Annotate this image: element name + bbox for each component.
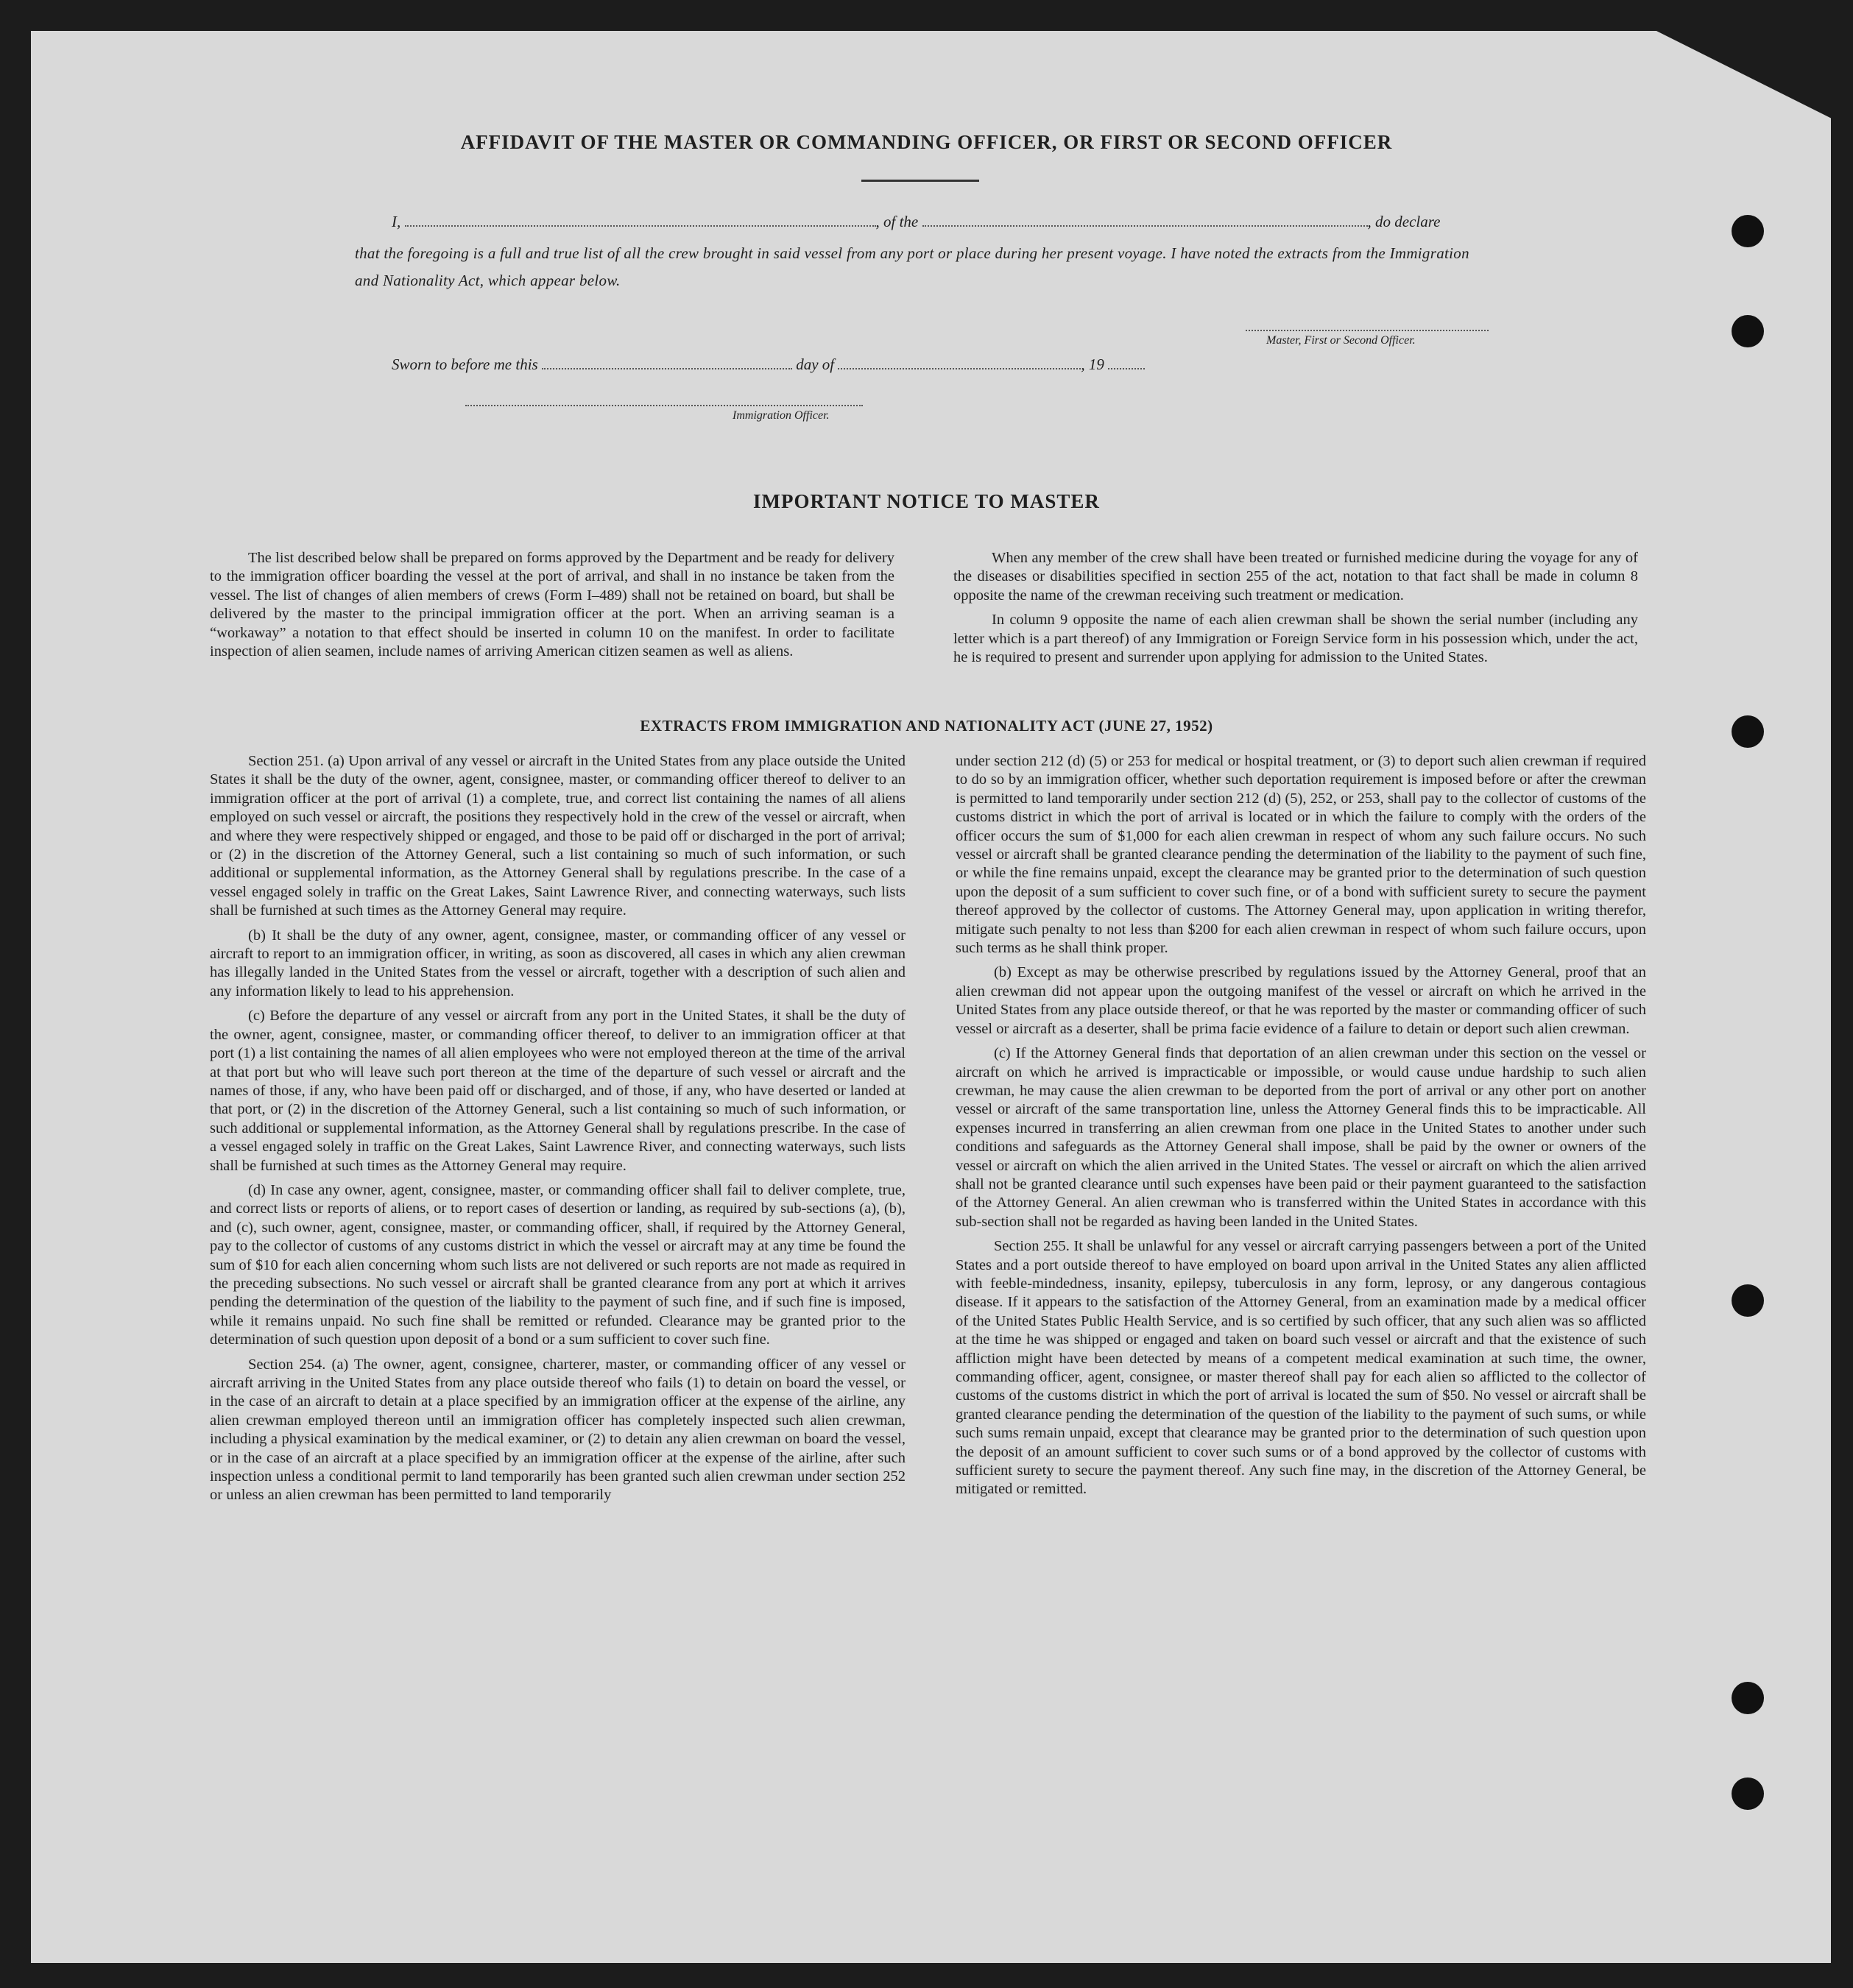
extract-paragraph: (b) Except as may be otherwise prescribed by regulations issued by the Attorney General, proof that an alien crewman did not appear upon the outgoing manifest of the vessel or aircraft on which he arrived in the United States from any place outside thereof, or that he was reported by the master or commanding officer of such vessel or aircraft as a deserter, shall be prima facie evidence of a failure to detain or deport such alien crewman. [956,964,1646,1037]
sworn-day-blank[interactable] [542,355,792,369]
notice-left-column [210,549,894,667]
declarant-line [392,212,1440,231]
year-label: , 19 [1081,355,1104,373]
notice-paragraph: In column 9 opposite the name of each alien crewman shall be shown the serial number (including any letter which is a part thereof) of any Immigration or Foreign Service form in his possession which, under the act, he is required to present and surrender upon applying for admission to the United States. [953,612,1638,666]
extract-paragraph: (c) If the Attorney General finds that deportation of an alien crewman under this section on the vessel or aircraft on which he arrived is impracticable or impossible, or would cause undue hardship to such alien crewman, he may cause the alien crewman to be deported from the port of arrival or any other port on another vessel or aircraft of the same transportation line, unless the Attorney General finds this to be impracticable. All expenses incurred in transferring an alien crewman from one place in the United States to another under such conditions and safeguards as the Attorney General shall impose, shall be paid by the owner or owners of the vessel or aircraft on which the alien arrived in the United States. The vessel or aircraft on which the alien arrived shall not be granted clearance until such expenses have been paid or their payment guaranteed to the satisfaction of the Attorney General. An alien crewman who is transferred within the United States in accordance with this sub-section shall not be regarded as having been landed in the United States. [956,1045,1646,1230]
binder-hole [1732,215,1764,247]
officer-signature-caption: Immigration Officer. [733,409,830,422]
master-signature-line[interactable] [1246,330,1489,331]
notice-right-column [953,549,1638,673]
do-declare-label: , do declare [1367,213,1441,230]
sworn-year-blank[interactable] [1108,355,1145,369]
of-the-label: , of the [875,213,919,230]
extracts-left-column [210,752,906,1511]
binder-hole [1732,1777,1764,1810]
affidavit-statement: that the foregoing is a full and true list of all the crew brought in said vessel from any port or place during her present voyage. I have noted the extracts from the Immigration and Nationality Act, which appear below. [355,244,1469,289]
notice-paragraph: When any member of the crew shall have been treated or furnished medicine during the voyage for any of the diseases or disabilities specified in section 255 of the act, notation to that fact shall be made in column 8 opposite the name of the crewman receiving such treatment or medication. [953,550,1638,604]
officer-signature-line[interactable] [465,405,863,406]
vessel-blank[interactable] [922,212,1368,227]
sworn-month-blank[interactable] [838,355,1081,369]
extract-paragraph: Section 251. (a) Upon arrival of any vessel or aircraft in the United States from any place outside the United States it shall be the duty of the owner, agent, consignee, master, or commanding officer thereof to deliver to an immigration officer at the port of arrival (1) a complete, true, and correct list containing the names of all aliens employed on such vessel or aircraft, the positions they respectively hold in the crew of the vessel or aircraft, when and where they were respectively shipped or engaged, and those to be paid off or discharged in the port of arrival; or (2) in the discretion of the Attorney General, such a list containing so much of such information, or such additional or supplemental information, as the Attorney General shall by regulations prescribe. In the case of a vessel engaged solely in traffic on the Great Lakes, Saint Lawrence River, and connecting waterways, such lists shall be furnished at such times as the Attorney General may require. [210,753,906,919]
extract-paragraph: (c) Before the departure of any vessel or aircraft from any port in the United States, it shall be the duty of the owner, agent, consignee, master, or commanding officer thereof, to deliver to an immigration officer at that port (1) a list containing the names of all alien employees who were not employed thereon at the time of the arrival at that port but who will leave such port thereon at the time of the departure of such vessel or aircraft and the names of those, if any, who have been paid off or discharged, and of those, if any, who have deserted or landed at that port, or (2) in the discretion of the Attorney General, such a list containing so much of such information, or such additional or supplemental information, as the Attorney General shall by regulations prescribe. In the case of a vessel engaged solely in traffic on the Great Lakes, Saint Lawrence River, and connecting waterways, such lists shall be furnished at such times as the Attorney General may require. [210,1008,906,1174]
name-blank[interactable] [405,212,876,227]
notice-paragraph: The list described below shall be prepared on forms approved by the Department and be ready for delivery to the immigration officer boarding the vessel at the port of arrival, and shall in no instance be taken from the vessel. The list of changes of alien members of crews (Form I–489) shall not be retained on board, but shall be delivered by the master to the principal immigration officer at the port. When an arriving seaman is a “workaway” a notation to that effect should be inserted in column 10 on the manifest. In order to facilitate inspection of alien seamen, include names of arriving American citizen seamen as well as aliens. [210,550,894,660]
extract-paragraph: under section 212 (d) (5) or 253 for medical or hospital treatment, or (3) to deport such alien crewman if required to do so by an immigration officer, whether such deportation requirement is imposed before or after the crewman is permitted to land temporarily under section 212 (d) (5), 252, or 253, shall pay to the collector of customs of the customs district in which the port of arrival is located or in which the failure to comply with the orders of the officer occurs the sum of $1,000 for each alien crewman in respect of whom any such failure occurs. No such vessel or aircraft shall be granted clearance pending the determination of the liability to the payment of such fine, or while the fine remains unpaid, except the clearance may be granted prior to the determination of such question upon the deposit of a sum sufficient to cover such fine, or of a bond with sufficient surety to secure the payment thereof approved by the collector of customs. The Attorney General may, upon application in writing therefor, mitigate such penalty to not less than $200 for each alien crewman in respect of whom such failure occurs, upon such terms as he shall think proper. [956,753,1646,957]
declarant-prefix: I, [392,213,401,230]
sworn-label: Sworn to before me this [392,355,538,373]
extract-paragraph: (d) In case any owner, agent, consignee, master, or commanding officer shall fail to deliver complete, true, and correct lists or reports of aliens, or to report cases of desertion or landing, as required by sub-sections (a), (b), and (c), such owner, agent, consignee, master, or commanding officer, shall, if required by the Attorney General, pay to the collector of customs of any customs district in which the vessel or aircraft may at any time be found the sum of $10 for each alien concerning whom such lists are not delivered or such reports are not made as required in the preceding subsections. No such vessel or aircraft shall be granted clearance from any port at which it arrives pending the determination of the question of the liability to the payment of such fine, and if such fine is imposed, while it remains unpaid. No such fine shall be remitted or refunded. Clearance may be granted prior to the determination of such question upon deposit of a bond or a sum sufficient to cover such fine. [210,1181,906,1348]
extracts-title: EXTRACTS FROM IMMIGRATION AND NATIONALITY ACT (JUNE 27, 1952) [640,717,1213,735]
title-rule [861,180,979,182]
extract-paragraph: (b) It shall be the duty of any owner, agent, consignee, master, or commanding officer of any vessel or aircraft to report to an immigration officer, in writing, as soon as discovered, all cases in which any alien crewman has illegally landed in the United States from the vessel or aircraft, together with a description of such alien and any information likely to lead to his apprehension. [210,927,906,1000]
sworn-line [392,355,1145,374]
binder-hole [1732,315,1764,347]
notice-title: IMPORTANT NOTICE TO MASTER [753,490,1100,512]
extract-paragraph: Section 255. It shall be unlawful for any vessel or aircraft carrying passengers between a port of the United States and a port outside thereof to have employed on board upon arrival in the United States any alien afflicted with feeble-mindedness, insanity, epilepsy, tuberculosis in any form, leprosy, or any dangerous contagious disease. If it appears to the satisfaction of the Attorney General, from an examination made by a medical officer of the United States Public Health Service, and is so certified by such officer, that any such alien was so afflicted at the time he was shipped or engaged and taken on board such vessel or aircraft and that the existence of such affliction might have been detected by means of a competent medical examination at such time, the owner, commanding officer, agent, consignee, or master thereof shall pay for each alien so afflicted to the collector of customs of the customs district in which the port of arrival is located the sum of $50. No vessel or aircraft shall be granted clearance pending the determination of the question of the liability to the payment of such sums, or while such sums remain unpaid, except that clearance may be granted prior to the determination of such question upon the deposit of an amount sufficient to cover such sums or of a bond approved by the collector of customs with sufficient surety to secure the payment thereof. Any such fine may, in the discretion of the Attorney General, be mitigated or remitted. [956,1238,1646,1498]
binder-hole [1732,1682,1764,1714]
affidavit-title: AFFIDAVIT OF THE MASTER OR COMMANDING OFFICER, OR FIRST OR SECOND OFFICER [460,131,1393,153]
binder-hole [1732,1284,1764,1317]
extract-paragraph: Section 254. (a) The owner, agent, consignee, charterer, master, or commanding officer of any vessel or aircraft arriving in the United States from any place outside thereof who fails (1) to detain on board the vessel, or in the case of an aircraft to detain at a place specified by an immigration officer at the expense of the airline, any alien crewman employed thereon until an immigration officer has completely inspected such alien crewman, including a physical examination by the medical examiner, or (2) to detain any alien crewman on board the vessel, or in the case of an aircraft at a place specified by an immigration officer at the expense of the airline, after such inspection unless a conditional permit to land temporarily has been granted such alien crewman under section 252 or unless an alien crewman has been permitted to land temporarily [210,1356,906,1504]
master-signature-caption: Master, First or Second Officer. [1266,334,1416,347]
day-of-label: day of [796,355,835,373]
torn-corner [1656,31,1833,119]
extracts-right-column [956,752,1646,1505]
